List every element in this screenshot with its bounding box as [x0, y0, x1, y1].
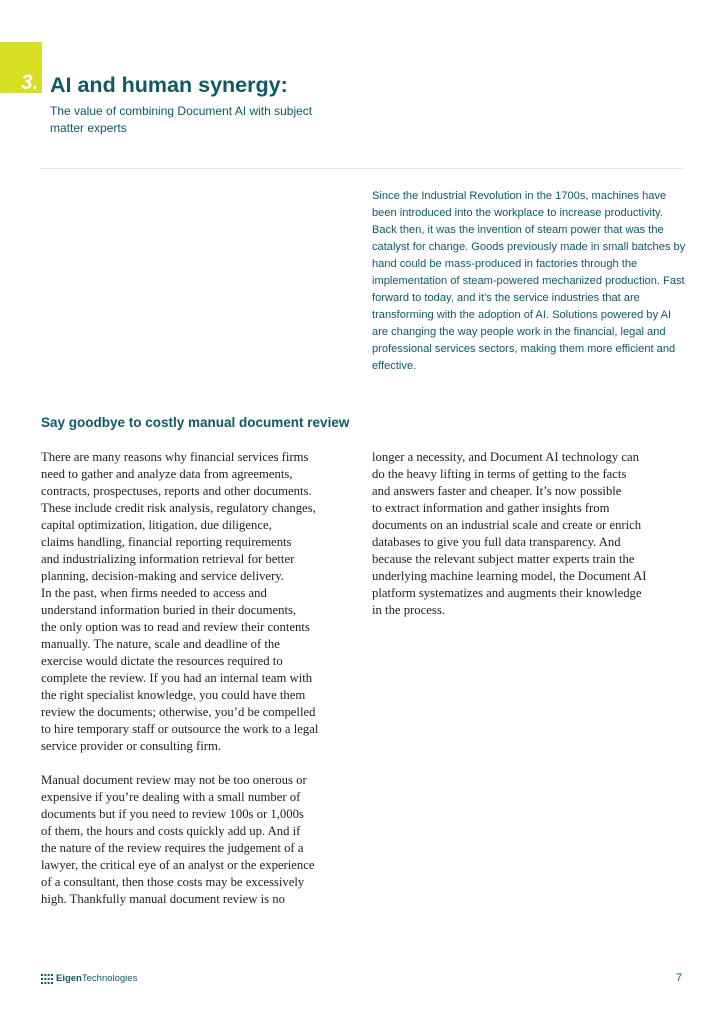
body-text-line: of a consultant, then those costs may be excessively: [41, 875, 305, 889]
body-column-right: [372, 449, 690, 619]
section-heading: Say goodbye to costly manual document review: [41, 415, 350, 430]
body-text-line: to hire temporary staff or outsource the work to a legal: [41, 722, 319, 736]
body-text-line: because the relevant subject matter experts train the: [372, 552, 635, 566]
body-text-line: Manual document review may not be too onerous or: [41, 773, 307, 787]
logo-text-rest: Technologies: [81, 973, 138, 984]
footer-logo: [41, 973, 137, 985]
body-text-line: high. Thankfully manual document review is no: [41, 892, 285, 906]
body-text-line: and industrializing information retrieval for better: [41, 552, 295, 566]
body-column-left: [41, 449, 359, 908]
section-number: 3.: [21, 71, 39, 94]
body-text-line: documents but if you need to review 100s or 1,000s: [41, 807, 304, 821]
header-divider: [41, 168, 683, 169]
page-subtitle: The value of combining Document AI with subject matter experts: [50, 104, 313, 135]
body-text-line: There are many reasons why financial services firms: [41, 450, 309, 464]
body-text-line: the nature of the review requires the judgement of a: [41, 841, 304, 855]
logo-text-strong: Eigen: [56, 973, 82, 984]
body-text-line: manually. The nature, scale and deadline of the: [41, 637, 280, 651]
body-text-line: documents on an industrial scale and create or enrich: [372, 518, 642, 532]
intro-paragraph: Since the Industrial Revolution in the 1700s, machines have been introduced into the workplace to increase productivity. Back then, it was the invention of steam power that was the catalyst for change. Goods previously made in small batches by hand could be mass-produced in factories through the implementation of steam-powered mechanized production. Fast forward to today, and it’s the service industries that are transforming with the adoption of AI. Solutions powered by AI are changing the way people work in the financial, legal and professional services sectors, making them more efficient and effective.: [372, 190, 686, 372]
body-text-line: of them, the hours and costs quickly add up. And if: [41, 824, 301, 838]
body-text-line: review the documents; otherwise, you’d be compelled: [41, 705, 316, 719]
body-text-line: databases to give you full data transparency. And: [372, 535, 621, 549]
body-text-line: exercise would dictate the resources required to: [41, 654, 283, 668]
body-text-line: platform systematizes and augments their knowledge: [372, 586, 642, 600]
body-text-line: and answers faster and cheaper. It’s now possible: [372, 484, 622, 498]
body-text-line: to extract information and gather insights from: [372, 501, 610, 515]
body-text-line: underlying machine learning model, the Document AI: [372, 569, 647, 583]
eigen-grid-icon: [41, 974, 53, 984]
body-text-line: lawyer, the critical eye of an analyst or the experience: [41, 858, 315, 872]
body-text-line: expensive if you’re dealing with a small number of: [41, 790, 301, 804]
body-text-line: service provider or consulting firm.: [41, 739, 222, 753]
body-text-line: need to gather and analyze data from agreements,: [41, 467, 293, 481]
logo-text: [56, 973, 137, 985]
body-text-line: the right specialist knowledge, you could have them: [41, 688, 306, 702]
body-text-line: In the past, when firms needed to access and: [41, 586, 267, 600]
page-title: AI and human synergy:: [50, 73, 288, 97]
body-text-line: claims handling, financial reporting requirements: [41, 535, 292, 549]
body-text-line: in the process.: [372, 603, 445, 617]
body-text-line: do the heavy lifting in terms of getting to the facts: [372, 467, 627, 481]
body-text-line: complete the review. If you had an internal team with: [41, 671, 313, 685]
page-number: 7: [676, 972, 683, 984]
body-text-line: longer a necessity, and Document AI technology can: [372, 450, 639, 464]
body-text-line: understand information buried in their documents,: [41, 603, 297, 617]
body-text-line: These include credit risk analysis, regulatory changes,: [41, 501, 316, 515]
body-text-line: contracts, prospectuses, reports and other documents.: [41, 484, 312, 498]
body-text-line: the only option was to read and review their contents: [41, 620, 310, 634]
paragraph-gap: [41, 755, 359, 772]
body-text-line: planning, decision-making and service delivery.: [41, 569, 284, 583]
body-text-line: capital optimization, litigation, due diligence,: [41, 518, 272, 532]
